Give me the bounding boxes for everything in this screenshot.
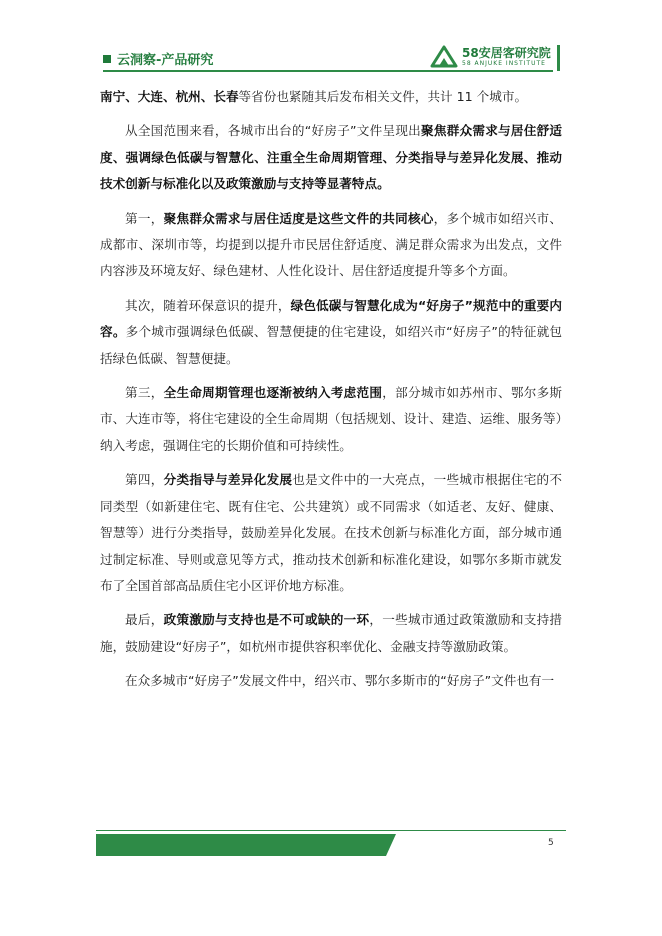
paragraph-text: 第一， xyxy=(125,210,164,226)
page-number: 5 xyxy=(548,838,554,848)
paragraph-text: 从全国范围来看，各城市出台的“好房子”文件呈现出 xyxy=(125,123,422,139)
city-name: 长春 xyxy=(213,89,239,104)
footer-divider xyxy=(96,830,566,831)
logo xyxy=(430,42,555,72)
paragraph-8 xyxy=(100,668,562,694)
logo-name: 58安居客研究院 xyxy=(462,46,551,60)
logo-subtitle: 58 ANJUKE INSTITUTE xyxy=(462,60,546,67)
paragraph-emphasis: 聚焦群众需求与居住舒适度、强调绿色低碳与智慧化、注重全生命周期管理、分类指导与差异化发展、推动技术创新与标准化以及政策激励与支持等显著特点。 xyxy=(100,123,563,192)
paragraph-2 xyxy=(100,118,562,197)
paragraph-emphasis: 聚焦群众需求与居住适度是这些文件的共同核心 xyxy=(163,210,434,226)
city-separator: 、 xyxy=(125,89,138,104)
city-name: 杭州 xyxy=(175,89,201,104)
paragraph-5 xyxy=(100,380,562,459)
paragraph-text: ，部分城市如苏州市、鄂尔多斯市、大连市等，将住宅建设的全生命周期（包括规划、设计、建造、运维、服务等）纳入考虑，强调住宅的长期价值和可持续性。 xyxy=(100,385,563,453)
paragraph-text: 在众多城市“好房子”发展文件中，绍兴市、鄂尔多斯市的“好房子”文件也有一 xyxy=(125,673,555,689)
paragraph-6 xyxy=(100,467,562,599)
article-body xyxy=(100,84,562,703)
paragraph-emphasis: 分类指导与差异化发展 xyxy=(163,472,293,488)
page-header xyxy=(0,0,662,80)
paragraph-text: 第三， xyxy=(125,385,164,401)
paragraph-text: 多个城市强调绿色低碳、智慧便捷的住宅建设，如绍兴市“好房子”的特征就包括绿色低碳、智慧便捷。 xyxy=(100,324,562,366)
city-separator: 、 xyxy=(200,89,214,104)
header-accent-bar xyxy=(557,45,560,71)
paragraph-text: 也是文件中的一大亮点，一些城市根据住宅的不同类型（如新建住宅、既有住宅、公共建筑）或不同需求（如适老、友好、健康、智慧等）进行分类指导，鼓励差异化发展。在技术创新与标准化方面，部分城市通过制定标准、导则或意见等方式，推动技术创新和标准化建设，如鄂尔多斯市就发布了全国首部高品质住宅小区评价地方标准。 xyxy=(100,472,563,593)
paragraph-emphasis: 政策激励与支持也是不可或缺的一环 xyxy=(163,612,370,628)
paragraph-4 xyxy=(100,293,562,372)
paragraph-text: ，一些城市通过政策激励和支持措施，鼓励建设“好房子”，如杭州市提供容积率优化、金融支持等激励政策。 xyxy=(100,612,563,654)
city-name: 大连 xyxy=(137,89,163,104)
city-list xyxy=(100,89,239,104)
city-name: 南宁 xyxy=(100,89,126,104)
paragraph-text: 其次，随着环保意识的提升， xyxy=(125,297,291,313)
paragraph-text: 最后， xyxy=(125,612,164,628)
city-separator: 、 xyxy=(162,89,176,104)
paragraph-emphasis: 全生命周期管理也逐渐被纳入考虑范围 xyxy=(163,385,383,401)
paragraph-emphasis: 绿色低碳与智慧化成为“好房子”规范中的重要内容。 xyxy=(100,297,562,340)
paragraph-text: ，多个城市如绍兴市、成都市、深圳市等，均提到以提升市民居住舒适度、满足群众需求为出发点，文件内容涉及环境友好、绿色建材、人性化设计、居住舒适度提升等多个方面。 xyxy=(100,210,563,279)
header-bullet-icon xyxy=(103,55,111,63)
paragraph-7 xyxy=(100,607,562,660)
footer-decoration xyxy=(96,834,556,856)
paragraph-text: 等省份也紧随其后发布相关文件，共计 11 个城市。 xyxy=(238,89,528,104)
house-logo-icon xyxy=(430,44,458,68)
paragraph-1 xyxy=(100,84,562,110)
header-title: 云洞察-产品研究 xyxy=(117,53,214,68)
paragraph-text: 第四， xyxy=(125,472,164,488)
paragraph-3 xyxy=(100,206,562,285)
